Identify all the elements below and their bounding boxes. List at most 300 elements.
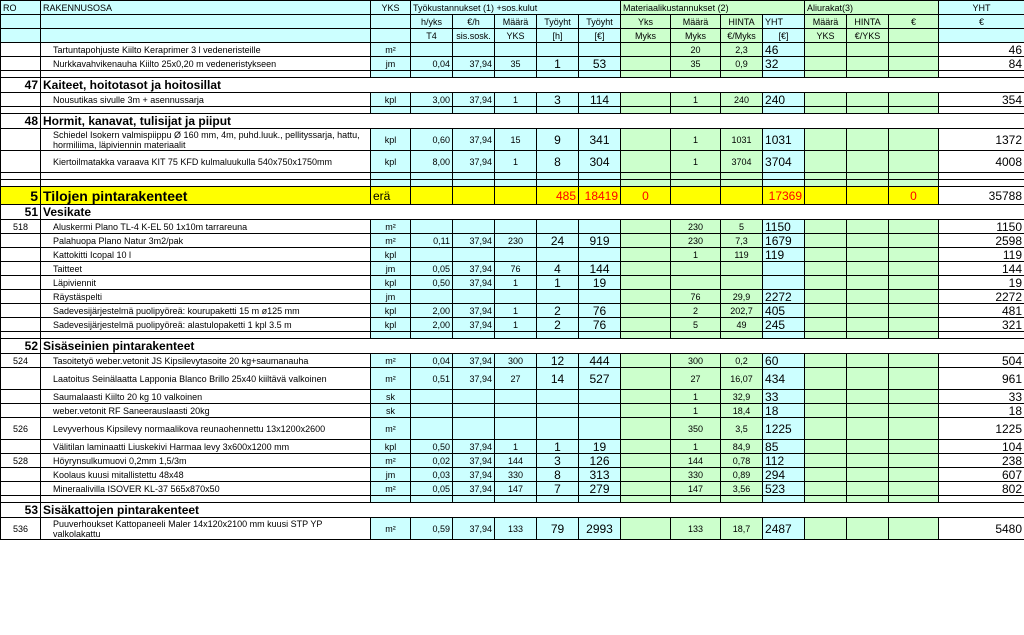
empty-cell: [847, 71, 889, 78]
row-h-yks: [411, 418, 453, 440]
empty-cell: [411, 107, 453, 114]
row-ro: [1, 404, 41, 418]
row-m-maara: 1: [671, 440, 721, 454]
section-row: [1, 114, 1024, 129]
row-a-maara: [805, 518, 847, 540]
row-e-h: 37,94: [453, 354, 495, 368]
row-description: Sadevesijärjestelmä puolipyöreä: kourupaketti 15 m ø125 mm: [41, 304, 371, 318]
row-e-h: [453, 248, 495, 262]
row-hinta: 29,9: [721, 290, 763, 304]
row-m-maara: 1: [671, 151, 721, 173]
row-hinta: 1031: [721, 129, 763, 151]
row-a-maara: [805, 482, 847, 496]
empty-cell: [847, 173, 889, 180]
row-a-hinta: [847, 151, 889, 173]
empty-cell: [671, 496, 721, 503]
row-a-maara: [805, 93, 847, 107]
empty-cell: [411, 173, 453, 180]
empty-cell: [763, 71, 805, 78]
empty-cell: [721, 71, 763, 78]
row-ro: [1, 318, 41, 332]
header-m-maara: Määrä: [671, 15, 721, 29]
row-a-eur: [889, 368, 939, 390]
row-myks: [621, 234, 671, 248]
table-row: [1, 440, 1024, 454]
header-yks: YKS: [371, 1, 411, 15]
table-row: [1, 248, 1024, 262]
row-hinta: 202,7: [721, 304, 763, 318]
empty-cell: [805, 180, 847, 187]
row-e-h: [453, 390, 495, 404]
empty-cell: [621, 332, 671, 339]
row-tyo-eur: 114: [579, 93, 621, 107]
empty-cell: [453, 107, 495, 114]
empty-cell: [579, 107, 621, 114]
row-e-h: 37,94: [453, 440, 495, 454]
row-a-eur: [889, 248, 939, 262]
row-yht: 1372: [939, 129, 1024, 151]
row-maara: 230: [495, 234, 537, 248]
header-sis-sosk: sis.sosk.: [453, 29, 495, 43]
row-h-yks: 2,00: [411, 304, 453, 318]
row-mat-yht: 245: [763, 318, 805, 332]
empty-cell: [889, 332, 939, 339]
section-row: [1, 503, 1024, 518]
row-a-hinta: [847, 57, 889, 71]
row-yht: 144: [939, 262, 1024, 276]
row-description: Kattokitti Icopal 10 l: [41, 248, 371, 262]
row-maara: 35: [495, 57, 537, 71]
row-yks: sk: [371, 390, 411, 404]
row-a-hinta: [847, 43, 889, 57]
row-a-eur: [889, 43, 939, 57]
header-materiaalikustannukset: Materiaalikustannukset (2): [621, 1, 805, 15]
table-row: [1, 43, 1024, 57]
row-description: Mineraalivilla ISOVER KL-37 565x870x50: [41, 482, 371, 496]
row-hinta: [721, 276, 763, 290]
empty-cell: [411, 332, 453, 339]
total-row: [1, 187, 1024, 205]
row-myks: [621, 151, 671, 173]
section-number: 53: [1, 503, 41, 518]
row-a-hinta: [847, 454, 889, 468]
section-row: [1, 339, 1024, 354]
row-a-eur: [889, 304, 939, 318]
row-tyo-eur: 919: [579, 234, 621, 248]
row-mat-yht: 46: [763, 43, 805, 57]
row-hinta: 3,56: [721, 482, 763, 496]
row-hinta: 2,3: [721, 43, 763, 57]
row-myks: [621, 368, 671, 390]
row-a-maara: [805, 262, 847, 276]
row-yks: jm: [371, 468, 411, 482]
row-h-yks: 0,50: [411, 276, 453, 290]
row-yks: m²: [371, 234, 411, 248]
row-a-eur: [889, 220, 939, 234]
empty-cell: [41, 107, 371, 114]
row-yks: kpl: [371, 248, 411, 262]
empty-cell: [847, 187, 889, 205]
empty-cell: [621, 496, 671, 503]
row-e-h: [453, 220, 495, 234]
row-mat-yht: 32: [763, 57, 805, 71]
empty-cell: [889, 173, 939, 180]
table-row: [1, 57, 1024, 71]
row-a-hinta: [847, 248, 889, 262]
row-ro: [1, 482, 41, 496]
blank-row: [1, 332, 1024, 339]
row-myks: [621, 276, 671, 290]
header-eur: €: [939, 15, 1024, 29]
header-aliurakat: Aliurakat(3): [805, 1, 939, 15]
table-row: [1, 220, 1024, 234]
row-m-maara: 20: [671, 43, 721, 57]
empty-cell: [1, 71, 41, 78]
empty-cell: [411, 187, 453, 205]
row-tyo-eur: [579, 290, 621, 304]
row-h-yks: 0,50: [411, 440, 453, 454]
row-hinta: 3,5: [721, 418, 763, 440]
empty-cell: [721, 107, 763, 114]
row-h-yks: 0,04: [411, 354, 453, 368]
row-hinta: 0,9: [721, 57, 763, 71]
row-a-eur: [889, 440, 939, 454]
row-yht: 1150: [939, 220, 1024, 234]
header-m-yks: Yks: [621, 15, 671, 29]
row-a-hinta: [847, 404, 889, 418]
empty-cell: [889, 496, 939, 503]
blank-row: [1, 173, 1024, 180]
empty-cell: [847, 332, 889, 339]
empty-cell: [495, 187, 537, 205]
row-yht: 961: [939, 368, 1024, 390]
row-mat-yht: 33: [763, 390, 805, 404]
row-e-h: [453, 404, 495, 418]
row-yht: 321: [939, 318, 1024, 332]
empty-cell: [763, 107, 805, 114]
row-e-h: 37,94: [453, 234, 495, 248]
row-description: Laatoitus Seinälaatta Lapponia Blanco Brillo 25x40 kiiltävä valkoinen: [41, 368, 371, 390]
row-m-maara: 1: [671, 404, 721, 418]
row-tyo-eur: [579, 404, 621, 418]
row-m-maara: 5: [671, 318, 721, 332]
row-hinta: 49: [721, 318, 763, 332]
row-m-maara: 230: [671, 220, 721, 234]
total-ali-eur: 0: [889, 187, 939, 205]
row-mat-yht: 240: [763, 93, 805, 107]
row-maara: 15: [495, 129, 537, 151]
row-description: Levyverhous Kipsilevy normaalikova reunaohennettu 13x1200x2600: [41, 418, 371, 440]
row-h-yks: 0,51: [411, 368, 453, 390]
row-yht: 238: [939, 454, 1024, 468]
row-tyo-h: [537, 220, 579, 234]
row-ro: [1, 129, 41, 151]
row-ro: [1, 248, 41, 262]
row-mat-yht: 3704: [763, 151, 805, 173]
row-tyo-h: 2: [537, 318, 579, 332]
row-tyo-h: 7: [537, 482, 579, 496]
section-title: Kaiteet, hoitotasot ja hoitosillat: [41, 78, 1024, 93]
empty-cell: [939, 180, 1024, 187]
row-tyo-eur: 76: [579, 318, 621, 332]
header-maara: Määrä: [495, 15, 537, 29]
row-a-eur: [889, 129, 939, 151]
row-hinta: 0,2: [721, 354, 763, 368]
row-e-h: 37,94: [453, 318, 495, 332]
row-mat-yht: 1679: [763, 234, 805, 248]
empty-cell: [1, 496, 41, 503]
row-myks: [621, 93, 671, 107]
row-a-maara: [805, 248, 847, 262]
row-e-h: 37,94: [453, 57, 495, 71]
row-a-maara: [805, 290, 847, 304]
row-hinta: 5: [721, 220, 763, 234]
header-eur-myks: €/Myks: [721, 29, 763, 43]
row-ro: [1, 290, 41, 304]
header-ro: RO: [1, 1, 41, 15]
row-h-yks: [411, 390, 453, 404]
row-a-maara: [805, 368, 847, 390]
empty-cell: [453, 180, 495, 187]
row-myks: [621, 318, 671, 332]
row-ro: [1, 93, 41, 107]
row-e-h: 37,94: [453, 482, 495, 496]
row-description: Läpiviennit: [41, 276, 371, 290]
header-a-yks: YKS: [805, 29, 847, 43]
empty-cell: [579, 496, 621, 503]
empty-cell: [41, 496, 371, 503]
row-ro: 518: [1, 220, 41, 234]
row-ro: [1, 304, 41, 318]
row-description: Schiedel Isokern valmispiippu Ø 160 mm, 4m, puhd.luuk., pellityssarja, hattu, hormiliima, läpiviennin materiaalit: [41, 129, 371, 151]
row-a-hinta: [847, 304, 889, 318]
row-yks: m²: [371, 482, 411, 496]
row-a-hinta: [847, 518, 889, 540]
row-hinta: 0,78: [721, 454, 763, 468]
row-m-maara: 1: [671, 93, 721, 107]
row-ro: [1, 43, 41, 57]
empty-cell: [671, 187, 721, 205]
empty-cell: [453, 187, 495, 205]
row-m-maara: 144: [671, 454, 721, 468]
empty-cell: [671, 107, 721, 114]
row-tyo-eur: [579, 220, 621, 234]
row-yks: kpl: [371, 151, 411, 173]
empty-cell: [621, 180, 671, 187]
empty-cell: [1, 173, 41, 180]
row-yht: 33: [939, 390, 1024, 404]
header-myks: Myks: [621, 29, 671, 43]
empty-cell: [453, 332, 495, 339]
row-mat-yht: 523: [763, 482, 805, 496]
table-row: [1, 129, 1024, 151]
row-a-maara: [805, 468, 847, 482]
row-m-maara: 350: [671, 418, 721, 440]
row-description: Tartuntapohjuste Kiilto Keraprimer 3 l vedeneristeille: [41, 43, 371, 57]
row-yht: 46: [939, 43, 1024, 57]
header-tyoyht: Työyht: [537, 15, 579, 29]
total-tyo-h: 485: [537, 187, 579, 205]
row-mat-yht: 1150: [763, 220, 805, 234]
row-a-eur: [889, 93, 939, 107]
empty-cell: [847, 180, 889, 187]
table-row: [1, 404, 1024, 418]
empty-cell: [495, 173, 537, 180]
empty-cell: [671, 71, 721, 78]
row-h-yks: 0,04: [411, 57, 453, 71]
row-tyo-eur: 19: [579, 440, 621, 454]
section-number: 51: [1, 205, 41, 220]
row-a-hinta: [847, 234, 889, 248]
empty-cell: [763, 332, 805, 339]
row-maara: 27: [495, 368, 537, 390]
table-row: [1, 318, 1024, 332]
row-yht: 802: [939, 482, 1024, 496]
row-ro: [1, 151, 41, 173]
row-a-eur: [889, 518, 939, 540]
row-m-maara: 1: [671, 248, 721, 262]
row-description: Saumalaasti Kiilto 20 kg 10 valkoinen: [41, 390, 371, 404]
row-yht: 607: [939, 468, 1024, 482]
row-tyo-h: [537, 390, 579, 404]
row-hinta: 0,89: [721, 468, 763, 482]
row-maara: 144: [495, 454, 537, 468]
section-number: 48: [1, 114, 41, 129]
row-a-eur: [889, 418, 939, 440]
total-title: Tilojen pintarakenteet: [41, 187, 371, 205]
table-row: [1, 482, 1024, 496]
row-maara: 1: [495, 151, 537, 173]
row-e-h: [453, 43, 495, 57]
empty-cell: [579, 332, 621, 339]
row-e-h: 37,94: [453, 151, 495, 173]
row-a-maara: [805, 418, 847, 440]
row-a-eur: [889, 234, 939, 248]
row-mat-yht: 18: [763, 404, 805, 418]
empty-cell: [621, 107, 671, 114]
row-tyo-h: 79: [537, 518, 579, 540]
row-a-maara: [805, 57, 847, 71]
row-tyo-eur: 2993: [579, 518, 621, 540]
row-maara: 330: [495, 468, 537, 482]
row-tyo-eur: 19: [579, 276, 621, 290]
row-ro: [1, 234, 41, 248]
row-description: Tasoitetyö weber.vetonit JS Kipsilevytasoite 20 kg+saumanauha: [41, 354, 371, 368]
row-yht: 18: [939, 404, 1024, 418]
row-tyo-eur: 76: [579, 304, 621, 318]
row-e-h: 37,94: [453, 468, 495, 482]
row-description: Sadevesijärjestelmä puolipyöreä: alastulopaketti 1 kpl 3.5 m: [41, 318, 371, 332]
header-yks-unit: YKS: [495, 29, 537, 43]
row-hinta: [721, 262, 763, 276]
header-e-h: €/h: [453, 15, 495, 29]
row-a-eur: [889, 390, 939, 404]
row-e-h: 37,94: [453, 454, 495, 468]
empty-cell: [621, 173, 671, 180]
header-yht-mat: YHT: [763, 15, 805, 29]
row-m-maara: 133: [671, 518, 721, 540]
row-tyo-h: 24: [537, 234, 579, 248]
empty-cell: [495, 332, 537, 339]
empty-cell: [453, 71, 495, 78]
table-row: [1, 262, 1024, 276]
row-m-maara: 300: [671, 354, 721, 368]
row-hinta: 119: [721, 248, 763, 262]
row-yht: 4008: [939, 151, 1024, 173]
row-myks: [621, 418, 671, 440]
row-myks: [621, 248, 671, 262]
section-title: Hormit, kanavat, tulisijat ja piiput: [41, 114, 1024, 129]
row-a-maara: [805, 304, 847, 318]
empty-cell: [1, 107, 41, 114]
row-a-eur: [889, 482, 939, 496]
row-tyo-eur: 313: [579, 468, 621, 482]
section-number: 52: [1, 339, 41, 354]
row-yks: jm: [371, 57, 411, 71]
section-row: [1, 205, 1024, 220]
table-row: [1, 93, 1024, 107]
row-yks: m²: [371, 220, 411, 234]
row-mat-yht: 434: [763, 368, 805, 390]
row-tyo-eur: 304: [579, 151, 621, 173]
row-a-maara: [805, 43, 847, 57]
empty-cell: [371, 71, 411, 78]
row-h-yks: 8,00: [411, 151, 453, 173]
header-h-unit: [h]: [537, 29, 579, 43]
blank-row: [1, 107, 1024, 114]
empty-cell: [763, 180, 805, 187]
empty-cell: [537, 180, 579, 187]
row-tyo-h: 4: [537, 262, 579, 276]
header-tyoyht2: Työyht: [579, 15, 621, 29]
table-row: [1, 518, 1024, 540]
row-m-maara: 2: [671, 304, 721, 318]
row-yht: 1225: [939, 418, 1024, 440]
row-description: weber.vetonit RF Saneerauslaasti 20kg: [41, 404, 371, 418]
row-tyo-h: 1: [537, 440, 579, 454]
row-myks: [621, 390, 671, 404]
row-a-hinta: [847, 468, 889, 482]
row-description: Nousutikas sivulle 3m + asennussarja: [41, 93, 371, 107]
row-yht: 481: [939, 304, 1024, 318]
empty-cell: [453, 173, 495, 180]
row-tyo-h: 14: [537, 368, 579, 390]
row-tyo-eur: [579, 390, 621, 404]
empty-cell: [41, 173, 371, 180]
table-row: [1, 454, 1024, 468]
row-e-h: 37,94: [453, 368, 495, 390]
row-yht: 5480: [939, 518, 1024, 540]
empty-cell: [1, 332, 41, 339]
row-a-eur: [889, 290, 939, 304]
row-h-yks: 0,02: [411, 454, 453, 468]
row-a-hinta: [847, 318, 889, 332]
row-yks: sk: [371, 404, 411, 418]
row-yks: kpl: [371, 440, 411, 454]
row-h-yks: [411, 290, 453, 304]
row-tyo-h: [537, 404, 579, 418]
row-myks: [621, 129, 671, 151]
row-a-hinta: [847, 93, 889, 107]
row-a-eur: [889, 454, 939, 468]
row-a-hinta: [847, 418, 889, 440]
header-a-eur: €: [889, 15, 939, 29]
table-row: [1, 418, 1024, 440]
row-a-eur: [889, 404, 939, 418]
row-ro: [1, 57, 41, 71]
row-h-yks: 3,00: [411, 93, 453, 107]
row-m-maara: 76: [671, 290, 721, 304]
